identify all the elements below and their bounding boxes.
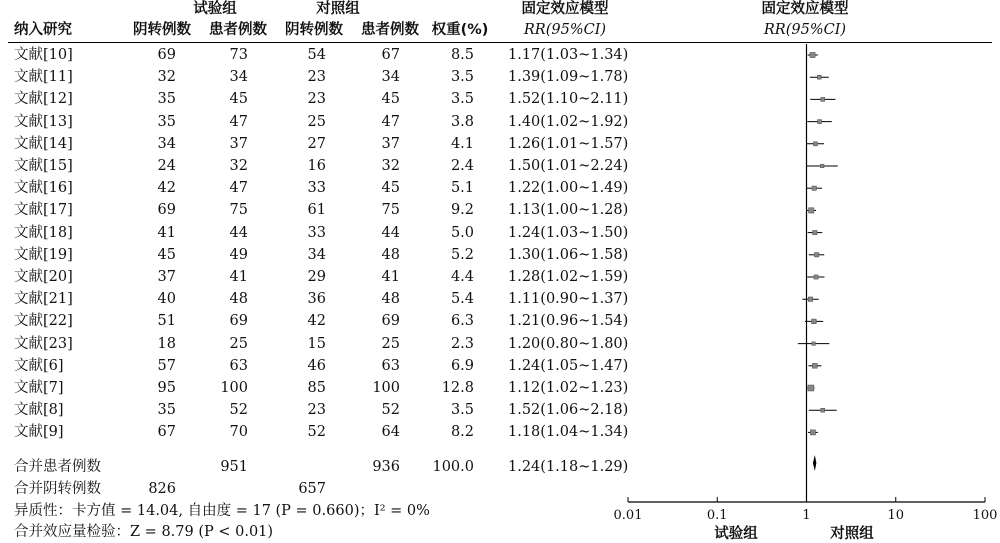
study-point-square bbox=[812, 363, 817, 368]
exp-events-cell: 37 bbox=[157, 269, 176, 285]
exp-events-cell: 32 bbox=[157, 69, 176, 86]
ctl-events-cell: 52 bbox=[307, 424, 326, 441]
exp-total-cell: 32 bbox=[229, 158, 248, 174]
ctl-total-cell: 47 bbox=[381, 113, 400, 130]
ctl-total-cell: 45 bbox=[381, 91, 400, 108]
ctl-total-cell: 63 bbox=[381, 357, 400, 374]
study-name: 文献[16] bbox=[14, 180, 73, 197]
rr-ci-cell: 1.30(1.06~1.58) bbox=[508, 246, 629, 263]
exp-events-cell: 35 bbox=[157, 113, 176, 130]
ctl-events-cell: 42 bbox=[307, 313, 326, 330]
rr-ci-cell: 1.22(1.00~1.49) bbox=[508, 180, 629, 197]
exp-total-cell: 45 bbox=[229, 91, 248, 108]
ctl-total-cell: 44 bbox=[381, 224, 400, 241]
ctl-events-cell: 33 bbox=[307, 180, 326, 197]
study-name: 文献[12] bbox=[14, 91, 73, 108]
ctl-events-cell: 34 bbox=[307, 246, 326, 263]
study-point-square bbox=[821, 97, 825, 101]
exp-events-cell: 45 bbox=[157, 246, 176, 263]
rr-ci-cell: 1.21(0.96~1.54) bbox=[508, 313, 629, 330]
ctl-events-cell: 23 bbox=[307, 91, 326, 108]
ctl-total-cell: 75 bbox=[381, 202, 400, 219]
exp-total-cell: 41 bbox=[229, 269, 248, 285]
exp-events-cell: 35 bbox=[157, 402, 176, 419]
weight-cell: 3.5 bbox=[450, 402, 474, 419]
col-header-weight: 权重(%) bbox=[431, 22, 489, 38]
weight-cell: 9.2 bbox=[450, 202, 474, 219]
header-model-title: 固定效应模型 bbox=[521, 1, 609, 17]
rr-ci-cell: 1.20(0.80~1.80) bbox=[508, 335, 629, 352]
weight-cell: 6.9 bbox=[450, 357, 474, 374]
study-name: 文献[17] bbox=[14, 202, 73, 219]
study-point-square bbox=[817, 75, 821, 79]
ctl-events-cell: 54 bbox=[307, 47, 326, 63]
study-point-square bbox=[815, 253, 819, 257]
study-name: 文献[20] bbox=[14, 269, 73, 285]
study-name: 文献[10] bbox=[14, 47, 73, 63]
col-header-ctl-events: 阴转例数 bbox=[285, 22, 343, 38]
exp-total-cell: 48 bbox=[229, 291, 248, 308]
rr-ci-cell: 1.39(1.09~1.78) bbox=[508, 69, 629, 86]
summary-ctl-events: 657 bbox=[298, 481, 326, 497]
exp-events-cell: 34 bbox=[157, 135, 176, 152]
exp-events-cell: 35 bbox=[157, 91, 176, 108]
ctl-events-cell: 61 bbox=[307, 202, 326, 219]
exp-events-cell: 51 bbox=[157, 313, 176, 330]
ctl-total-cell: 69 bbox=[381, 313, 400, 330]
rr-ci-cell: 1.40(1.02~1.92) bbox=[508, 113, 629, 130]
ctl-events-cell: 85 bbox=[307, 380, 326, 396]
weight-cell: 5.0 bbox=[450, 224, 474, 241]
header-experiment-group: 试验组 bbox=[193, 1, 237, 17]
exp-events-cell: 42 bbox=[157, 180, 176, 197]
exp-events-cell: 41 bbox=[157, 224, 176, 241]
exp-total-cell: 73 bbox=[229, 47, 248, 63]
exp-events-cell: 95 bbox=[157, 380, 176, 396]
ctl-events-cell: 16 bbox=[307, 158, 326, 174]
ctl-total-cell: 25 bbox=[381, 335, 400, 352]
exp-total-cell: 47 bbox=[229, 180, 248, 197]
exp-events-cell: 57 bbox=[157, 357, 176, 374]
weight-cell: 3.5 bbox=[450, 69, 474, 86]
ctl-events-cell: 15 bbox=[307, 335, 326, 352]
rr-ci-cell: 1.24(1.05~1.47) bbox=[508, 357, 629, 374]
favours-experiment-label: 试验组 bbox=[714, 526, 758, 542]
study-name: 文献[23] bbox=[14, 335, 73, 352]
exp-total-cell: 69 bbox=[229, 313, 248, 330]
exp-total-cell: 37 bbox=[229, 135, 248, 152]
study-point-square bbox=[813, 230, 817, 234]
rr-ci-cell: 1.26(1.01~1.57) bbox=[508, 135, 629, 152]
study-name: 文献[21] bbox=[14, 291, 73, 308]
weight-cell: 12.8 bbox=[441, 380, 474, 396]
summary-events-label: 合并阴转例数 bbox=[14, 481, 101, 497]
exp-events-cell: 18 bbox=[157, 335, 176, 352]
ctl-events-cell: 33 bbox=[307, 224, 326, 241]
col-header-rr: RR(95%CI) bbox=[523, 22, 607, 38]
weight-cell: 3.5 bbox=[450, 91, 474, 108]
study-name: 文献[8] bbox=[14, 402, 64, 419]
study-name: 文献[22] bbox=[14, 313, 73, 330]
study-point-square bbox=[818, 120, 822, 124]
header-control-group: 对照组 bbox=[316, 1, 360, 17]
ctl-total-cell: 34 bbox=[381, 69, 400, 86]
weight-cell: 5.1 bbox=[450, 180, 474, 197]
ctl-total-cell: 41 bbox=[381, 269, 400, 285]
ctl-total-cell: 67 bbox=[381, 47, 400, 63]
exp-total-cell: 47 bbox=[229, 113, 248, 130]
study-point-square bbox=[814, 275, 818, 279]
rr-ci-cell: 1.17(1.03~1.34) bbox=[508, 47, 629, 63]
ctl-events-cell: 27 bbox=[307, 135, 326, 152]
ctl-total-cell: 32 bbox=[381, 158, 400, 174]
ctl-total-cell: 52 bbox=[381, 402, 400, 419]
exp-total-cell: 75 bbox=[229, 202, 248, 219]
exp-events-cell: 24 bbox=[157, 158, 176, 174]
ctl-events-cell: 46 bbox=[307, 357, 326, 374]
exp-events-cell: 40 bbox=[157, 291, 176, 308]
exp-events-cell: 69 bbox=[157, 202, 176, 219]
summary-weight: 100.0 bbox=[432, 459, 474, 475]
weight-cell: 2.4 bbox=[450, 158, 474, 174]
exp-total-cell: 49 bbox=[229, 246, 248, 263]
rr-ci-cell: 1.52(1.10~2.11) bbox=[508, 91, 629, 108]
weight-cell: 8.2 bbox=[450, 424, 474, 441]
study-name: 文献[14] bbox=[14, 135, 73, 152]
col-header-study: 纳入研究 bbox=[14, 22, 72, 38]
study-point-square bbox=[813, 142, 817, 146]
weight-cell: 4.1 bbox=[450, 135, 474, 152]
rr-ci-cell: 1.13(1.00~1.28) bbox=[508, 202, 629, 219]
study-point-square bbox=[812, 319, 817, 324]
exp-total-cell: 52 bbox=[229, 402, 248, 419]
ctl-total-cell: 100 bbox=[372, 380, 400, 396]
weight-cell: 6.3 bbox=[450, 313, 474, 330]
study-point-square bbox=[812, 342, 815, 345]
ctl-total-cell: 37 bbox=[381, 135, 400, 152]
rr-ci-cell: 1.24(1.03~1.50) bbox=[508, 224, 629, 241]
x-tick-label: 0.1 bbox=[706, 508, 728, 523]
ctl-total-cell: 64 bbox=[381, 424, 400, 441]
exp-total-cell: 100 bbox=[220, 380, 248, 396]
x-tick-label: 10 bbox=[887, 508, 905, 523]
x-tick-label: 100 bbox=[972, 508, 998, 523]
summary-exp-events: 826 bbox=[148, 481, 176, 497]
exp-total-cell: 44 bbox=[229, 224, 248, 241]
rr-ci-cell: 1.11(0.90~1.37) bbox=[508, 291, 629, 308]
exp-total-cell: 25 bbox=[229, 335, 248, 352]
favours-control-label: 对照组 bbox=[830, 526, 874, 542]
study-name: 文献[6] bbox=[14, 357, 64, 374]
x-tick-label: 0.01 bbox=[613, 508, 643, 523]
study-point-square bbox=[810, 52, 815, 57]
rr-ci-cell: 1.52(1.06~2.18) bbox=[508, 402, 629, 419]
study-point-square bbox=[821, 408, 825, 412]
heterogeneity-text: 异质性：卡方值 = 14.04, 自由度 = 17 (P = 0.660)；I² = 0% bbox=[14, 503, 430, 519]
rr-ci-cell: 1.12(1.02~1.23) bbox=[508, 380, 629, 396]
ctl-events-cell: 36 bbox=[307, 291, 326, 308]
ctl-events-cell: 25 bbox=[307, 113, 326, 130]
study-point-square bbox=[809, 208, 814, 213]
ctl-total-cell: 45 bbox=[381, 180, 400, 197]
forest-header-rr: RR(95%CI) bbox=[763, 22, 847, 38]
exp-total-cell: 70 bbox=[229, 424, 248, 441]
weight-cell: 8.5 bbox=[450, 47, 474, 63]
ctl-events-cell: 23 bbox=[307, 402, 326, 419]
study-point-square bbox=[812, 186, 816, 190]
exp-events-cell: 67 bbox=[157, 424, 176, 441]
study-name: 文献[15] bbox=[14, 158, 73, 174]
header-forest-title: 固定效应模型 bbox=[761, 1, 849, 17]
exp-total-cell: 63 bbox=[229, 357, 248, 374]
weight-cell: 2.3 bbox=[450, 335, 474, 352]
col-header-exp-events: 阴转例数 bbox=[133, 22, 191, 38]
study-point-square bbox=[808, 385, 814, 391]
study-name: 文献[13] bbox=[14, 113, 73, 130]
rr-ci-cell: 1.50(1.01~2.24) bbox=[508, 158, 629, 174]
summary-rr-text: 1.24(1.18~1.29) bbox=[508, 459, 629, 475]
study-name: 文献[7] bbox=[14, 380, 64, 396]
col-header-ctl-total: 患者例数 bbox=[361, 22, 419, 38]
exp-events-cell: 69 bbox=[157, 47, 176, 63]
ctl-total-cell: 48 bbox=[381, 291, 400, 308]
ctl-total-cell: 48 bbox=[381, 246, 400, 263]
study-name: 文献[11] bbox=[14, 69, 73, 86]
ctl-events-cell: 23 bbox=[307, 69, 326, 86]
rr-ci-cell: 1.28(1.02~1.59) bbox=[508, 269, 629, 285]
summary-total-label: 合并患者例数 bbox=[14, 459, 101, 475]
study-name: 文献[18] bbox=[14, 224, 73, 241]
x-tick-label: 1 bbox=[802, 508, 811, 523]
summary-ctl-total: 936 bbox=[372, 459, 400, 475]
pooled-diamond bbox=[813, 455, 816, 471]
col-header-exp-total: 患者例数 bbox=[209, 22, 267, 38]
weight-cell: 3.8 bbox=[450, 113, 474, 130]
study-name: 文献[9] bbox=[14, 424, 64, 441]
overall-effect-test: 合并效应量检验：Z = 8.79 (P < 0.01) bbox=[14, 524, 274, 540]
rr-ci-cell: 1.18(1.04~1.34) bbox=[508, 424, 629, 441]
summary-exp-total: 951 bbox=[220, 459, 248, 475]
weight-cell: 4.4 bbox=[450, 269, 474, 285]
study-point-square bbox=[820, 164, 823, 167]
study-point-square bbox=[810, 430, 815, 435]
weight-cell: 5.2 bbox=[450, 246, 474, 263]
ctl-events-cell: 29 bbox=[307, 269, 326, 285]
exp-total-cell: 34 bbox=[229, 69, 248, 86]
study-name: 文献[19] bbox=[14, 246, 73, 263]
weight-cell: 5.4 bbox=[450, 291, 474, 308]
study-point-square bbox=[808, 297, 812, 301]
